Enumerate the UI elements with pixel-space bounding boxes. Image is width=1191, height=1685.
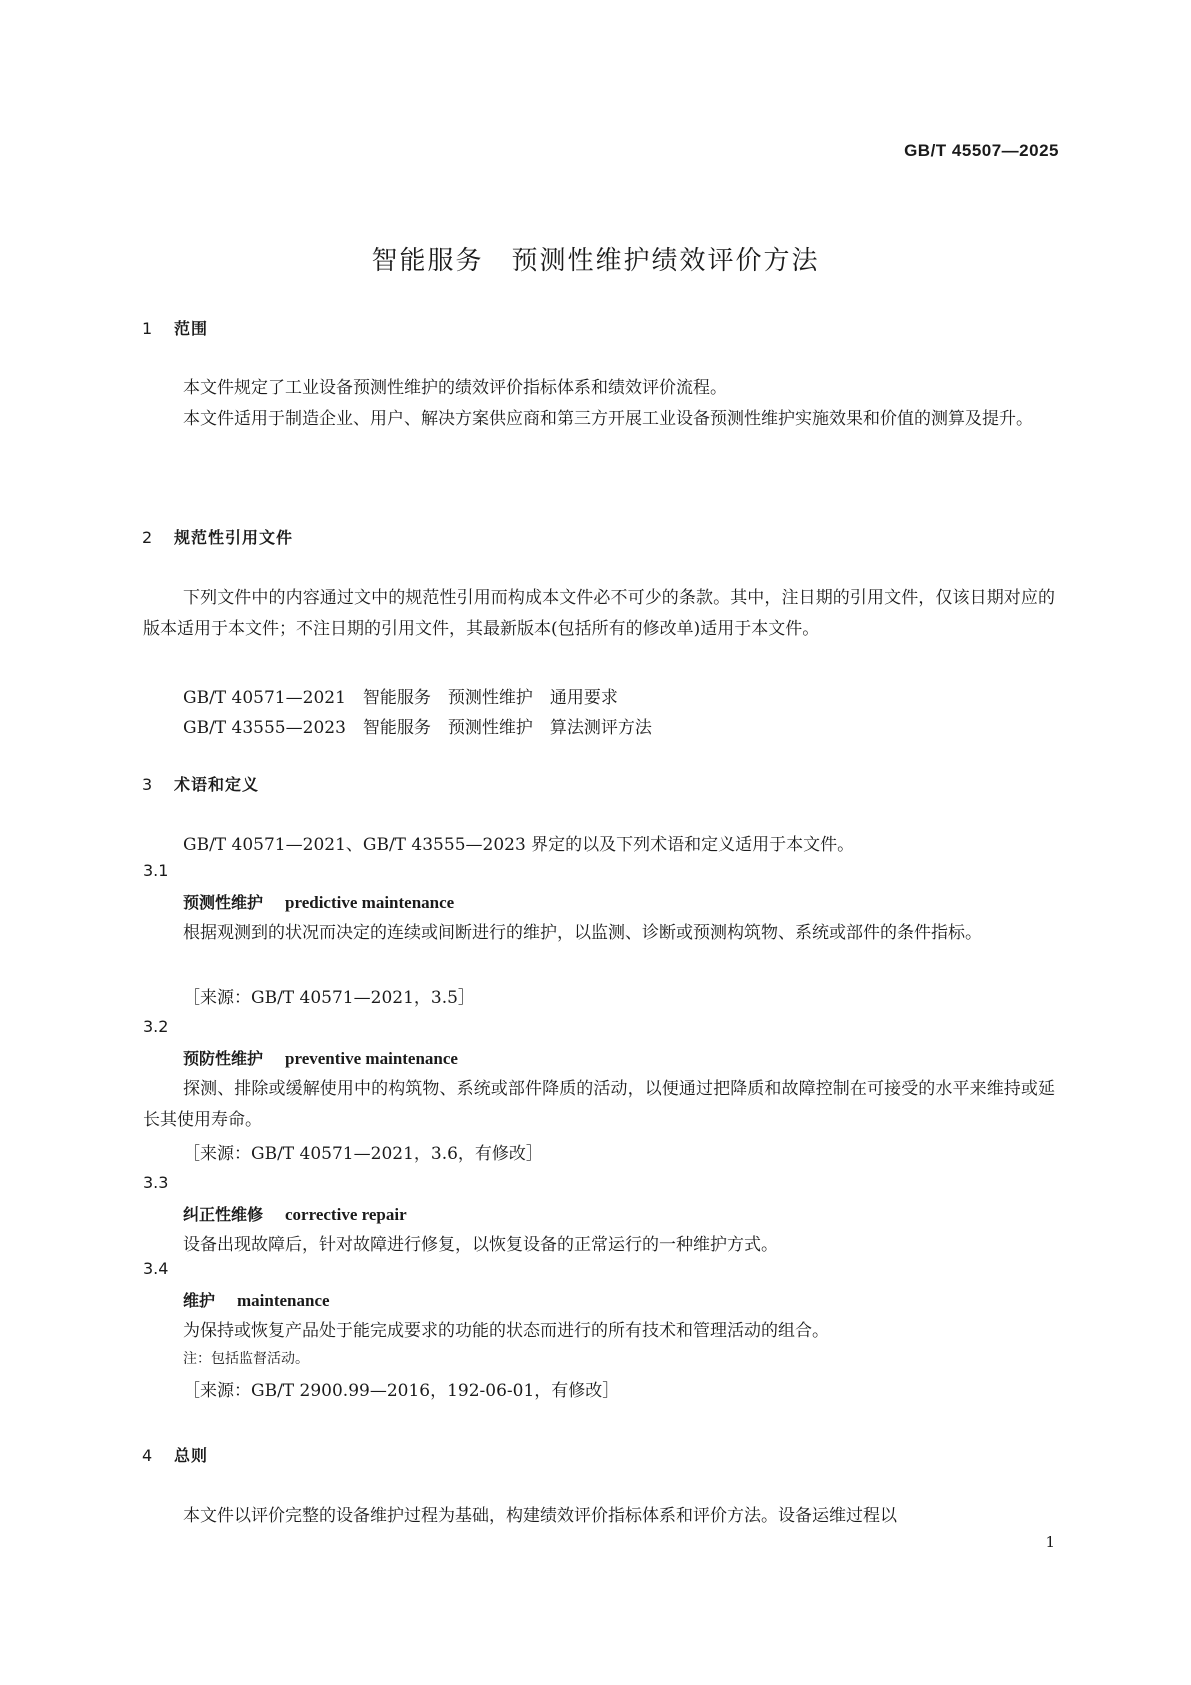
term-definition: 为保持或恢复产品处于能完成要求的功能的状态而进行的所有技术和管理活动的组合。 [183, 1321, 829, 1341]
section-2-heading [142, 525, 293, 548]
term-source: ［来源：GB/T 40571—2021，3.5］ [183, 988, 475, 1008]
term-zh: 纠正性维修 [183, 1205, 264, 1224]
section-number: 2 [142, 528, 154, 547]
term-heading [183, 1202, 407, 1225]
section-number: 1 [142, 319, 154, 338]
section-1-heading [142, 316, 208, 339]
term-en: preventive maintenance [285, 1049, 458, 1068]
section-3-intro: GB/T 40571—2021、GB/T 43555—2023 界定的以及下列术语和定义适用于本文件。 [183, 835, 855, 855]
section-title: 规范性引用文件 [174, 528, 294, 547]
term-heading [183, 1288, 330, 1311]
reference-item: GB/T 43555—2023 智能服务 预测性维护 算法测评方法 [183, 718, 652, 738]
term-number: 3.1 [143, 861, 169, 880]
term-heading [183, 890, 454, 913]
term-number: 3.3 [143, 1173, 169, 1192]
standard-number: GB/T 45507—2025 [904, 141, 1059, 160]
section-4-heading [142, 1443, 208, 1466]
document-title: 智能服务 预测性维护绩效评价方法 [371, 246, 820, 276]
section-1-paragraph-2: 本文件适用于制造企业、用户、解决方案供应商和第三方开展工业设备预测性维护实施效果和价值的测算及提升。 [183, 409, 1033, 429]
term-note: 注：包括监督活动。 [183, 1351, 309, 1367]
section-title: 术语和定义 [174, 775, 260, 794]
reference-item: GB/T 40571—2021 智能服务 预测性维护 通用要求 [183, 688, 618, 708]
term-definition: 设备出现故障后，针对故障进行修复，以恢复设备的正常运行的一种维护方式。 [183, 1235, 778, 1255]
term-source: ［来源：GB/T 2900.99—2016，192-06-01，有修改］ [183, 1381, 620, 1401]
term-en: corrective repair [285, 1205, 407, 1224]
term-source: ［来源：GB/T 40571—2021，3.6，有修改］ [183, 1144, 543, 1164]
section-2-paragraph-1: 下列文件中的内容通过文中的规范性引用而构成本文件必不可少的条款。其中，注日期的引用文件，仅该日期对应的版本适用于本文件；不注日期的引用文件，其最新版本(包括所有的修改单)适用于本文件。 [143, 588, 1055, 639]
term-en: maintenance [237, 1291, 330, 1310]
term-number: 3.4 [143, 1259, 169, 1278]
section-title: 总则 [174, 1446, 209, 1465]
page-number: 1 [1045, 1533, 1055, 1551]
term-en: predictive maintenance [285, 893, 455, 912]
section-number: 4 [142, 1446, 154, 1465]
term-zh: 维护 [183, 1291, 216, 1310]
term-zh: 预测性维护 [183, 893, 264, 912]
term-definition: 探测、排除或缓解使用中的构筑物、系统或部件降质的活动，以便通过把降质和故障控制在可接受的水平来维持或延长其使用寿命。 [143, 1079, 1055, 1130]
term-definition: 根据观测到的状况而决定的连续或间断进行的维护，以监测、诊断或预测构筑物、系统或部件的条件指标。 [183, 923, 982, 943]
term-number: 3.2 [143, 1017, 169, 1036]
section-title: 范围 [174, 319, 209, 338]
section-1-paragraph-1: 本文件规定了工业设备预测性维护的绩效评价指标体系和绩效评价流程。 [183, 378, 727, 398]
section-3-heading [142, 772, 259, 795]
section-4-paragraph-1: 本文件以评价完整的设备维护过程为基础，构建绩效评价指标体系和评价方法。设备运维过程以 [183, 1506, 897, 1526]
term-zh: 预防性维护 [183, 1049, 264, 1068]
section-number: 3 [142, 775, 154, 794]
term-heading [183, 1046, 458, 1069]
